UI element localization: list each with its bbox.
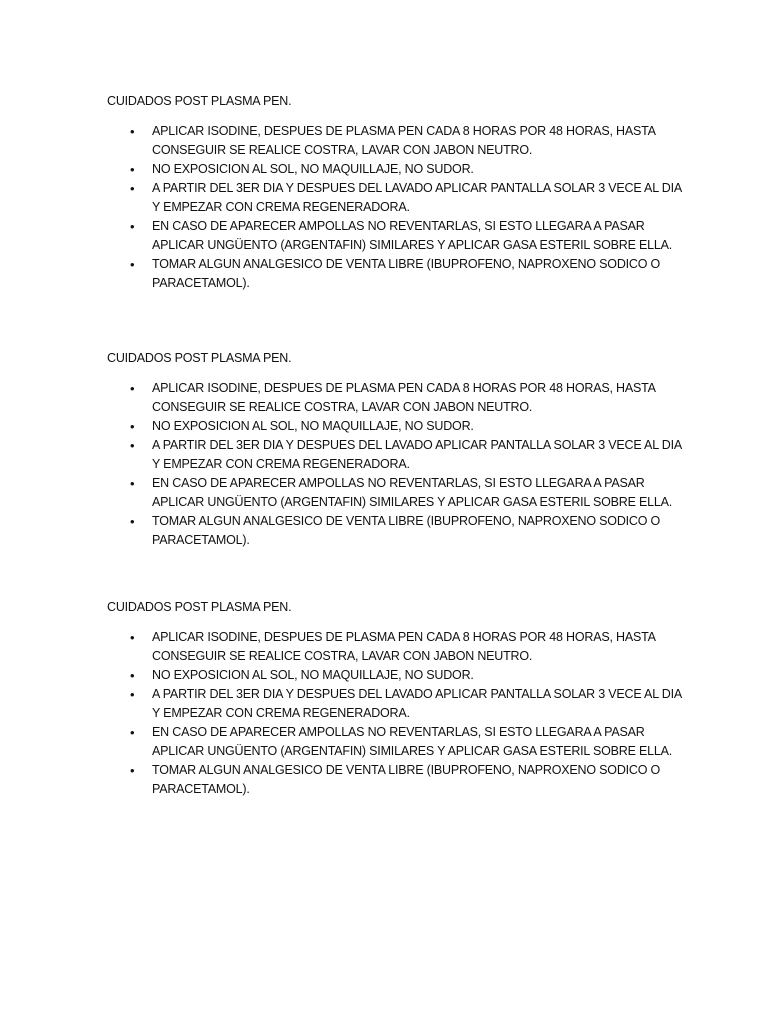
bullet-icon: • <box>130 476 135 491</box>
list-item <box>107 160 687 179</box>
list-item <box>107 436 687 474</box>
bullet-icon: • <box>130 763 135 778</box>
list-item <box>107 723 687 761</box>
bullet-icon: • <box>130 257 135 272</box>
list-item <box>107 179 687 217</box>
care-section <box>107 349 687 550</box>
list-item <box>107 379 687 417</box>
list-item <box>107 761 687 799</box>
bullet-icon: • <box>130 687 135 702</box>
section-heading: CUIDADOS POST PLASMA PEN. <box>107 351 292 365</box>
list-item-text: TOMAR ALGUN ANALGESICO DE VENTA LIBRE (IBUPROFENO, NAPROXENO SODICO O PARACETAMOL). <box>152 514 661 547</box>
list-item-text: EN CASO DE APARECER AMPOLLAS NO REVENTARLAS, SI ESTO LLEGARA A PASAR APLICAR UNGÜENTO (ARGENTAFIN) SIMILARES Y APLICAR GASA ESTERIL SOBRE ELLA. <box>152 476 673 509</box>
list-item <box>107 122 687 160</box>
bullet-icon: • <box>130 162 135 177</box>
list-item-text: A PARTIR DEL 3ER DIA Y DESPUES DEL LAVADO APLICAR PANTALLA SOLAR 3 VECE AL DIA Y EMPEZAR CON CREMA REGENERADORA. <box>152 687 682 720</box>
list-item-text: APLICAR ISODINE, DESPUES DE PLASMA PEN CADA 8 HORAS POR 48 HORAS, HASTA CONSEGUIR SE REALICE COSTRA, LAVAR CON JABON NEUTRO. <box>152 381 656 414</box>
bullet-icon: • <box>130 381 135 396</box>
care-list <box>107 628 687 799</box>
list-item <box>107 217 687 255</box>
bullet-icon: • <box>130 181 135 196</box>
list-item <box>107 255 687 293</box>
list-item-text: NO EXPOSICION AL SOL, NO MAQUILLAJE, NO SUDOR. <box>152 668 474 682</box>
care-list <box>107 122 687 293</box>
care-section <box>107 598 687 799</box>
list-item <box>107 628 687 666</box>
care-section <box>107 92 687 293</box>
list-item-text: TOMAR ALGUN ANALGESICO DE VENTA LIBRE (IBUPROFENO, NAPROXENO SODICO O PARACETAMOL). <box>152 763 661 796</box>
section-heading: CUIDADOS POST PLASMA PEN. <box>107 94 292 108</box>
list-item-text: A PARTIR DEL 3ER DIA Y DESPUES DEL LAVADO APLICAR PANTALLA SOLAR 3 VECE AL DIA Y EMPEZAR CON CREMA REGENERADORA. <box>152 181 682 214</box>
list-item <box>107 666 687 685</box>
list-item-text: EN CASO DE APARECER AMPOLLAS NO REVENTARLAS, SI ESTO LLEGARA A PASAR APLICAR UNGÜENTO (ARGENTAFIN) SIMILARES Y APLICAR GASA ESTERIL SOBRE ELLA. <box>152 219 673 252</box>
section-heading: CUIDADOS POST PLASMA PEN. <box>107 600 292 614</box>
bullet-icon: • <box>130 630 135 645</box>
list-item-text: EN CASO DE APARECER AMPOLLAS NO REVENTARLAS, SI ESTO LLEGARA A PASAR APLICAR UNGÜENTO (ARGENTAFIN) SIMILARES Y APLICAR GASA ESTERIL SOBRE ELLA. <box>152 725 673 758</box>
bullet-icon: • <box>130 438 135 453</box>
list-item <box>107 512 687 550</box>
bullet-icon: • <box>130 419 135 434</box>
list-item <box>107 685 687 723</box>
list-item-text: NO EXPOSICION AL SOL, NO MAQUILLAJE, NO SUDOR. <box>152 162 474 176</box>
bullet-icon: • <box>130 219 135 234</box>
bullet-icon: • <box>130 668 135 683</box>
list-item <box>107 417 687 436</box>
bullet-icon: • <box>130 514 135 529</box>
list-item-text: TOMAR ALGUN ANALGESICO DE VENTA LIBRE (IBUPROFENO, NAPROXENO SODICO O PARACETAMOL). <box>152 257 661 290</box>
care-list <box>107 379 687 550</box>
list-item-text: APLICAR ISODINE, DESPUES DE PLASMA PEN CADA 8 HORAS POR 48 HORAS, HASTA CONSEGUIR SE REALICE COSTRA, LAVAR CON JABON NEUTRO. <box>152 630 656 663</box>
list-item <box>107 474 687 512</box>
bullet-icon: • <box>130 124 135 139</box>
list-item-text: NO EXPOSICION AL SOL, NO MAQUILLAJE, NO SUDOR. <box>152 419 474 433</box>
bullet-icon: • <box>130 725 135 740</box>
list-item-text: APLICAR ISODINE, DESPUES DE PLASMA PEN CADA 8 HORAS POR 48 HORAS, HASTA CONSEGUIR SE REALICE COSTRA, LAVAR CON JABON NEUTRO. <box>152 124 656 157</box>
list-item-text: A PARTIR DEL 3ER DIA Y DESPUES DEL LAVADO APLICAR PANTALLA SOLAR 3 VECE AL DIA Y EMPEZAR CON CREMA REGENERADORA. <box>152 438 682 471</box>
